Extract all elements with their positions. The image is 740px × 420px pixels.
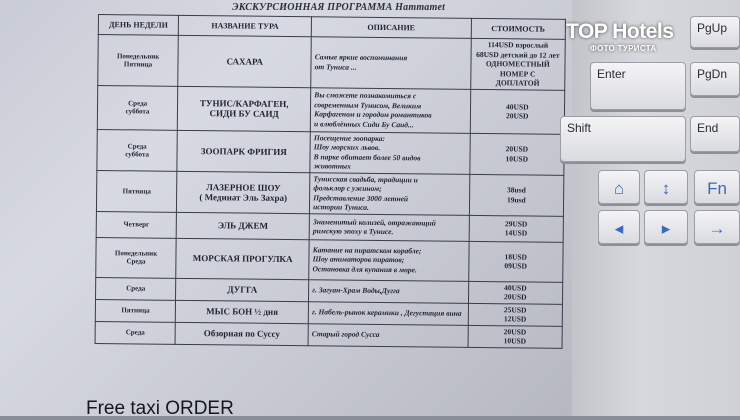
- cell-description: Старый город Сусса: [308, 323, 468, 347]
- cell-price: 18USD 09USD: [468, 241, 563, 282]
- cell-day: Среда: [96, 277, 176, 300]
- header-day: ДЕНЬ НЕДЕЛИ: [98, 15, 178, 36]
- cell-description: г. Загуан-Храм Воды,Дугга: [309, 279, 469, 303]
- cell-day: Пятница: [96, 170, 177, 212]
- cell-day: Понедельник Среда: [96, 237, 177, 278]
- table-row: [96, 237, 563, 282]
- cell-description: Катание на пиратском корабле; Шоу аниматоров пиратов; Остановка для купания в море.: [309, 239, 469, 281]
- cell-description: г. Набель-рынок керамики , Дегустация вина: [308, 301, 468, 325]
- home-key[interactable]: [598, 170, 640, 204]
- cell-tour-name: ЛАЗЕРНОЕ ШОУ ( Мединат Эль Захра): [177, 171, 310, 213]
- brightness-key[interactable]: [644, 170, 688, 204]
- home-icon: ⌂: [613, 179, 625, 198]
- watermark-brand: TOP Hotels: [566, 20, 674, 43]
- cell-price: 114USD взрослый 68USD детский до 12 лет ОДНОМЕСТНЫЙ НОМЕР С ДОПЛАТОЙ: [470, 38, 565, 89]
- cell-price: 38usd 19usd: [469, 174, 564, 216]
- volume-down-key[interactable]: [598, 210, 640, 244]
- brightness-icon: ↕: [661, 179, 671, 198]
- document-title: ЭКСКУРСИОННАЯ ПРОГРАММА Hammamet: [232, 2, 446, 13]
- cell-tour-name: САХАРА: [178, 35, 312, 87]
- cell-description: Самые яркие воспоминания от Туниса ...: [311, 37, 471, 89]
- cell-description: Тунисская свадьба, традиции и фольклор с ужином; Представление 3000 летней истории Туниса.: [310, 172, 470, 215]
- table-row: [98, 35, 566, 90]
- cell-description: Вы сможете познакомиться с современным Тунисом, Великим Карфагеном и городом романтиков и влюблённых Сиди Бу Саид...: [310, 87, 470, 133]
- arrow-right-icon: →: [708, 219, 726, 238]
- table-row: [97, 129, 564, 175]
- volume-down-icon: ◂: [614, 219, 624, 238]
- table-row: [97, 85, 564, 134]
- enter-label: Enter: [597, 67, 626, 81]
- cell-tour-name: МЫС БОН ½ дня: [175, 300, 308, 323]
- cell-day: Среда: [95, 321, 175, 344]
- tour-table: [95, 14, 566, 348]
- shift-label: Shift: [567, 121, 592, 135]
- header-description: ОПИСАНИЕ: [311, 17, 471, 39]
- table-row: [96, 170, 563, 216]
- pgdn-key[interactable]: [690, 62, 740, 96]
- header-tour-name: НАЗВАНИЕ ТУРА: [178, 15, 311, 36]
- cell-price: 25USD 12USD: [468, 303, 563, 326]
- footer-text: Free taxi ORDER: [86, 398, 234, 419]
- pgup-label: PgUp: [697, 21, 728, 35]
- cell-day: Четверг: [96, 211, 176, 238]
- cell-tour-name: Обзорная по Суссу: [175, 322, 308, 345]
- cell-description: Знаменитый колизей, отражающий римскую эпоху в Тунисе.: [309, 213, 469, 241]
- end-label: End: [697, 121, 719, 135]
- cell-description: Посещение зоопарка: Шоу морских львов. В парке обитает более 50 видов животных: [310, 131, 470, 174]
- volume-up-icon: ▸: [661, 219, 671, 238]
- cell-day: Пятница: [95, 299, 175, 322]
- table-row: [95, 321, 562, 348]
- cell-day: Среда суббота: [97, 129, 178, 171]
- watermark-sub: ФОТО ТУРИСТА: [590, 44, 657, 53]
- fn-label: Fn: [707, 179, 727, 198]
- cell-tour-name: ЭЛЬ ДЖЕМ: [176, 212, 309, 239]
- cell-tour-name: МОРСКАЯ ПРОГУЛКА: [176, 238, 309, 279]
- pgup-key[interactable]: [690, 16, 740, 48]
- header-price: СТОИМОСТЬ: [471, 18, 566, 39]
- cell-day: Среда суббота: [97, 85, 178, 130]
- volume-up-key[interactable]: [644, 210, 688, 244]
- cell-day: Понедельник Пятница: [98, 35, 179, 86]
- shift-key[interactable]: [560, 116, 686, 162]
- cell-price: 20USD 10USD: [469, 133, 564, 175]
- pgdn-label: PgDn: [697, 67, 728, 81]
- cell-tour-name: ТУНИС/КАРФАГЕН, СИДИ БУ САИД: [177, 86, 310, 131]
- cell-price: 20USD 10USD: [468, 325, 563, 348]
- arrow-key[interactable]: [694, 210, 740, 244]
- cell-tour-name: ЗООПАРК ФРИГИЯ: [177, 130, 310, 172]
- cell-tour-name: ДУГГА: [176, 278, 309, 301]
- cell-price: 29USD 14USD: [469, 215, 564, 242]
- cell-price: 40USD 20USD: [468, 281, 563, 304]
- tophotels-watermark: [566, 20, 673, 53]
- end-key[interactable]: [690, 116, 740, 152]
- cell-price: 40USD 20USD: [470, 89, 565, 134]
- enter-key[interactable]: [590, 62, 686, 110]
- fn-key[interactable]: [694, 170, 740, 204]
